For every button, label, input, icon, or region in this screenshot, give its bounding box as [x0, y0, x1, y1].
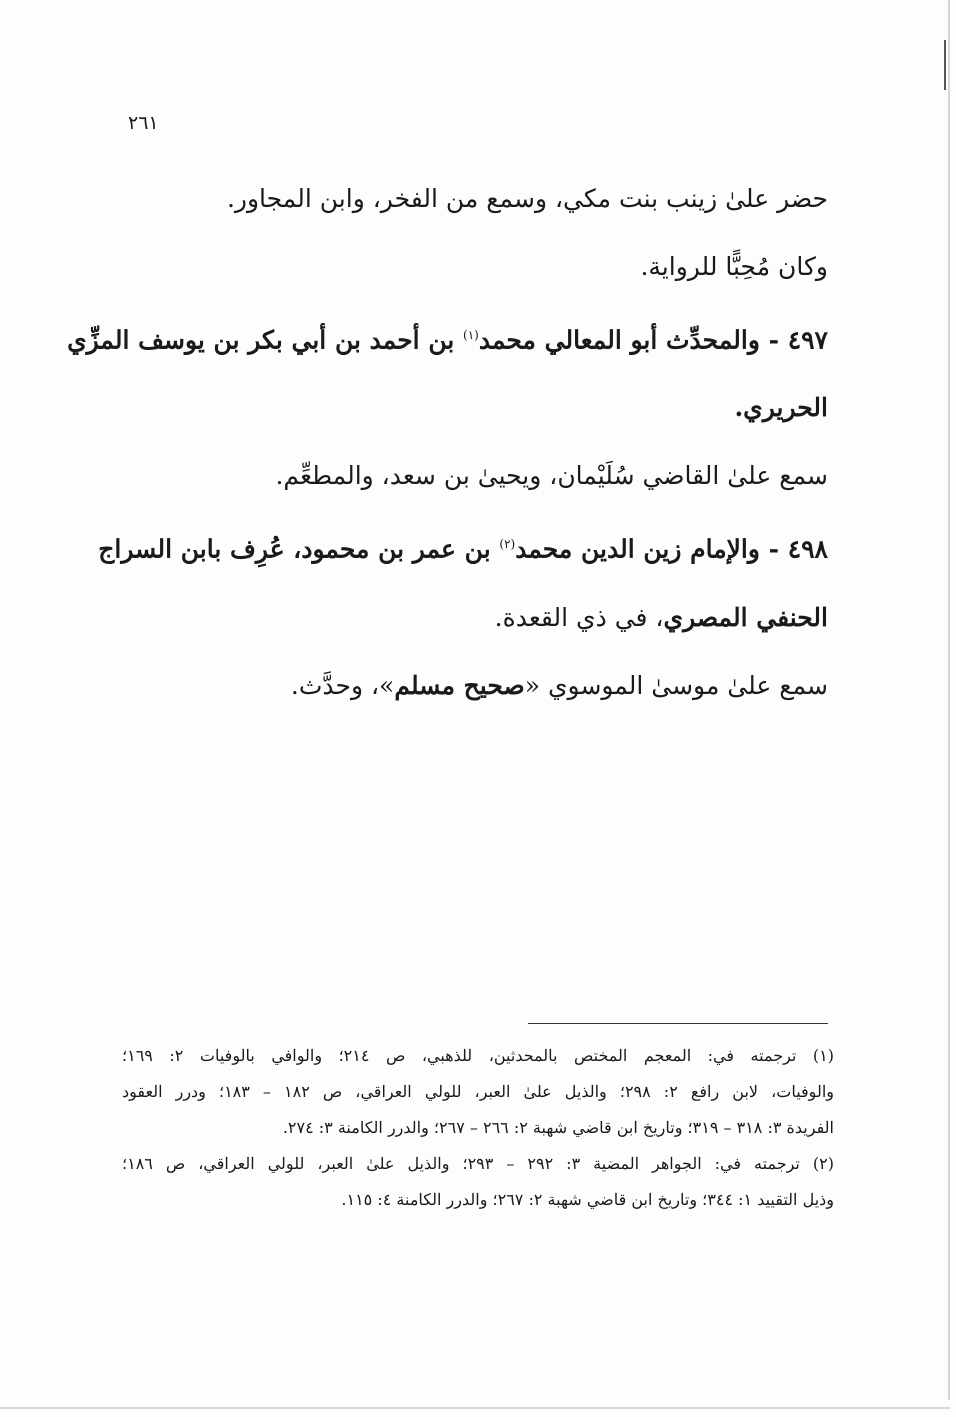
- entry-497-head: ٤٩٧ - والمحدِّث أبو المعالي محمد: [478, 325, 828, 355]
- footnote-1-line-3: الفريدة ٣: ٣١٨ – ٣١٩؛ وتاريخ ابن قاضي شهبة ٢: ٢٦٦ – ٢٦٧؛ والدرر الكامنة ٣: ٢٧٤.: [282, 1118, 834, 1137]
- footnote-ref-2: (٢): [499, 537, 516, 552]
- book-title-sahih-muslim: صحيح مسلم: [394, 670, 525, 700]
- scan-edge-bottom: [0, 1407, 950, 1409]
- scan-edge-mark: [944, 40, 946, 90]
- main-text: [67, 165, 828, 720]
- footnote-2-line-1: (٢) ترجمته في: الجواهر المضية ٣: ٢٩٢ – ٢٩٣؛ والذيل علىٰ العبر، للولي العراقي، ص ١٨٦؛: [122, 1154, 834, 1173]
- footnotes: [122, 1038, 834, 1218]
- entry-498-nisba: الحنفي المصري: [663, 602, 828, 632]
- text-line-8: [128, 652, 828, 720]
- text-line-2: وكان مُحِبًّا للرواية.: [640, 252, 828, 281]
- entry-498-rest: بن عمر بن محمود، عُرِف بابن السراج: [98, 534, 500, 564]
- footnote-2-line-2: وذيل التقييد ١: ٣٤٤؛ وتاريخ ابن قاضي شهبة ٢: ٢٦٧؛ والدرر الكامنة ٤: ١١٥.: [341, 1190, 834, 1209]
- text-line-5: سمع علىٰ القاضي سُلَيْمان، ويحيىٰ بن سعد، والمطعِّم.: [275, 461, 828, 491]
- entry-498-head: ٤٩٨ - والإمام زين الدين محمد: [515, 534, 828, 564]
- footnote-1-line-2: والوفيات، لابن رافع ٢: ٢٩٨؛ والذيل علىٰ العبر، للولي العراقي، ص ١٨٢ – ١٨٣؛ ودرر العقود: [122, 1082, 834, 1101]
- footnote-separator: [528, 1023, 828, 1024]
- entry-498-heading: [98, 510, 828, 583]
- entry-497-heading: [67, 301, 828, 374]
- scan-edge-right: [948, 0, 950, 1400]
- entry-497-heading-cont: الحريري.: [734, 393, 828, 423]
- entry-498-date: ، في ذي القعدة.: [494, 602, 664, 632]
- entry-497-rest: بن أحمد بن أبي بكر بن يوسف المزِّي: [67, 325, 464, 355]
- footnote-ref-1: (١): [463, 328, 479, 342]
- text-line-8-post: »، وحدَّث.: [290, 670, 395, 700]
- entry-498-heading-cont: [128, 584, 828, 652]
- page-number: ٢٦١: [128, 112, 159, 134]
- text-line-1: حضر علىٰ زينب بنت مكي، وسمع من الفخر، وابن المجاور.: [226, 184, 828, 213]
- text-line-8-pre: سمع علىٰ موسىٰ الموسوي «: [524, 670, 828, 700]
- footnote-1-line-1: (١) ترجمته في: المعجم المختص بالمحدثين، للذهبي، ص ٢١٤؛ والوافي بالوفيات ٢: ١٦٩؛: [122, 1046, 834, 1065]
